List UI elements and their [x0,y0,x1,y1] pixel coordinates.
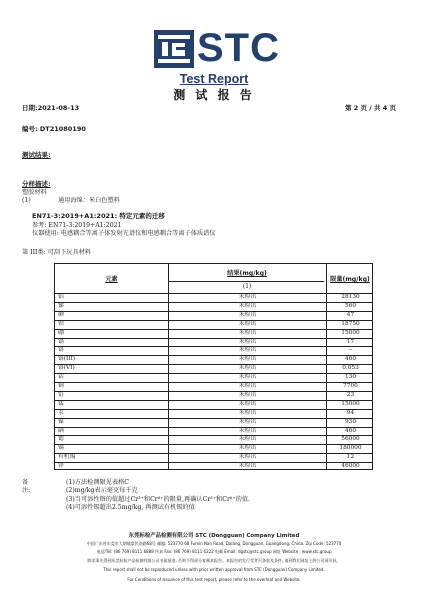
cell-result: 未检出 [238,445,257,452]
table-row [55,302,372,310]
note-item: (1)方法检测限见表格C [66,479,129,486]
table-row [55,373,372,381]
col-header-element: 元素 [105,276,118,283]
table-row [55,355,372,363]
cell-element: 锑 [58,302,64,309]
table-row [55,391,372,399]
cell-result: 未检出 [238,400,257,407]
cell-element: 锰 [58,400,64,407]
cell-result: 未检出 [238,356,257,363]
stc-logo [154,26,280,70]
cell-limit: 130 [344,374,357,381]
cell-element: 有机锡 [58,454,76,461]
report-title-en: Test Report [179,72,249,86]
table-row [55,338,372,346]
cell-limit: -- [348,347,353,354]
report-number: 编号: DT21080190 [22,125,86,133]
table-row [55,400,372,408]
method-instrument: 仪器使用: 电感耦合等离子体发射光谱仪和电感耦合等离子体质谱仪 [32,230,216,237]
footer-address: 中国广东省东莞市大朗镇富民南路68号 邮编: 523770 68 Fumin Nan Road, Dalang, Dongguan, Guangdong, China. Zip Code: 523770 [86,541,342,546]
cell-result: 未检出 [238,302,257,309]
cell-limit: 94 [346,409,355,416]
cell-result: 未检出 [238,347,257,354]
sample-heading: 分样描述: [22,180,51,188]
cell-limit: 28130 [341,294,360,300]
cell-element: 铬(III) [58,356,76,363]
footer-company: 东莞标检产品检测有限公司 STC (Dongguan) Company Limited [128,533,300,539]
cell-limit: 17 [346,338,355,345]
cell-limit: 18750 [341,320,360,327]
table-row [55,427,372,435]
cell-limit: 12 [346,454,355,461]
note-item: (3)当可溶性铬的值超过Cr³⁺和Cr⁶⁺的限量,再确认Cr³⁺和Cr⁶⁺的值. [66,495,251,503]
notes-label: 备注: [22,479,31,495]
col-header-sample-no: (1) [242,283,252,290]
cell-limit: 15000 [341,329,360,336]
cell-element: 锌 [58,463,64,470]
results-heading: 测试结果: [22,151,51,159]
cell-element: 汞 [58,409,64,416]
cell-limit: 7700 [343,383,358,389]
report-date: 日期:2021-08-13 [22,104,80,112]
cell-result: 未检出 [238,320,257,327]
cell-element: 锶 [58,436,64,443]
cell-result: 未检出 [238,311,257,318]
cell-result: 未检出 [238,409,257,416]
cell-result: 未检出 [238,391,257,398]
footer-en-notice: This report shall not be reproduced unless with prior written approval from STC (Dongguan) Company Limited. [103,567,325,572]
cell-result: 未检出 [238,427,257,434]
page-indicator: 第 2 页 / 共 4 页 [345,104,396,112]
cell-limit: 47 [346,311,355,318]
cell-element: 砷 [58,311,64,318]
cell-result: 未检出 [238,329,257,336]
method-reference: 参考: EN71-3:2019+A1:2021 [32,222,122,229]
cell-limit: 15000 [341,400,360,407]
report-title-cn: 测 试 报 告 [173,88,255,102]
cell-element: 锡 [58,445,64,452]
cell-limit: 560 [344,302,357,309]
table-row [55,462,372,470]
cell-limit: 930 [344,418,357,425]
table-row [55,329,372,337]
table-row [55,453,372,461]
table-row [55,435,372,443]
cell-element: 铜 [58,383,64,389]
table-row [55,444,372,452]
cell-element: 铅 [58,391,64,398]
cell-element: 钡 [58,320,64,327]
footer-conditions: For Conditions of Issuance of this test report, please refer to the overleaf and Website. [127,577,301,582]
cell-element: 硒 [58,427,64,434]
cell-result: 未检出 [238,436,257,443]
table-row [55,418,372,426]
cell-limit: 460 [344,356,357,363]
cell-element: 铬(VI) [58,365,75,372]
cell-element: 铝 [58,294,64,300]
table-row [55,311,372,319]
cell-limit: 56000 [341,436,360,443]
sample-material: 塑胶材料 [22,189,47,196]
col-header-result: 结果(mg/kg) [227,270,267,277]
note-item: (2)mg/kg表示毫克每千克 [66,487,138,495]
cell-result: 未检出 [238,374,257,381]
cell-result: 未检出 [238,454,257,461]
footer-cn-notice: 除非事先得到东莞标检产品检测有限公司书面批准, 否则不得部分复制本报告。本报告的发行受背页条款及条件, 请到我们网址上的公司网页获。 [87,558,341,563]
table-row [55,364,372,372]
cell-result: 未检出 [238,463,257,470]
sample-item-desc: 通用海绵：米白色塑料 [58,197,120,204]
sample-item-number: (1) [22,197,31,204]
col-header-limit: 限量(mg/kg) [330,276,370,283]
table-row [55,320,372,328]
header-subline [168,281,324,282]
sample-item [22,195,120,204]
cell-limit: 0.053 [342,365,359,372]
cell-element: 镉 [58,338,64,345]
cell-limit: 460 [344,427,357,434]
footer-contact: 电话/Tel: (86 769) 8111 6888 传真 Fax: (86 769) 8111 6222 电邮 Email: dgstc@stc.group 网址 Website : www.stc.group [96,549,332,554]
table-row [55,293,372,301]
table-row [55,382,372,390]
logo-text: STC [197,26,280,70]
cell-result: 未检出 [238,294,257,300]
cell-element: 钴 [58,374,64,381]
note-item: (4)可溶性锡超出2.5mg/kg, 再测试有机锡的值 [66,504,195,512]
cell-limit: 46000 [341,463,360,470]
cell-element: 镍 [58,418,64,425]
cell-result: 未检出 [238,338,257,345]
cell-element: 铬 [58,347,64,354]
table-row [55,346,372,354]
stc-logo-mark-icon [154,30,194,68]
table-row [55,409,372,417]
cell-result: 未检出 [238,418,257,425]
results-table [54,263,373,470]
cell-limit: 23 [346,391,355,398]
method-title: EN71-3:2019+A1:2021: 特定元素的迁移 [32,212,165,220]
notes-list [66,479,250,513]
cell-result: 未检出 [238,365,257,372]
cell-element: 硼 [58,329,64,336]
cell-result: 未检出 [238,383,257,389]
cell-limit: 180000 [339,445,362,452]
material-category: 第 III类: 可刮下玩具材料 [22,249,92,256]
